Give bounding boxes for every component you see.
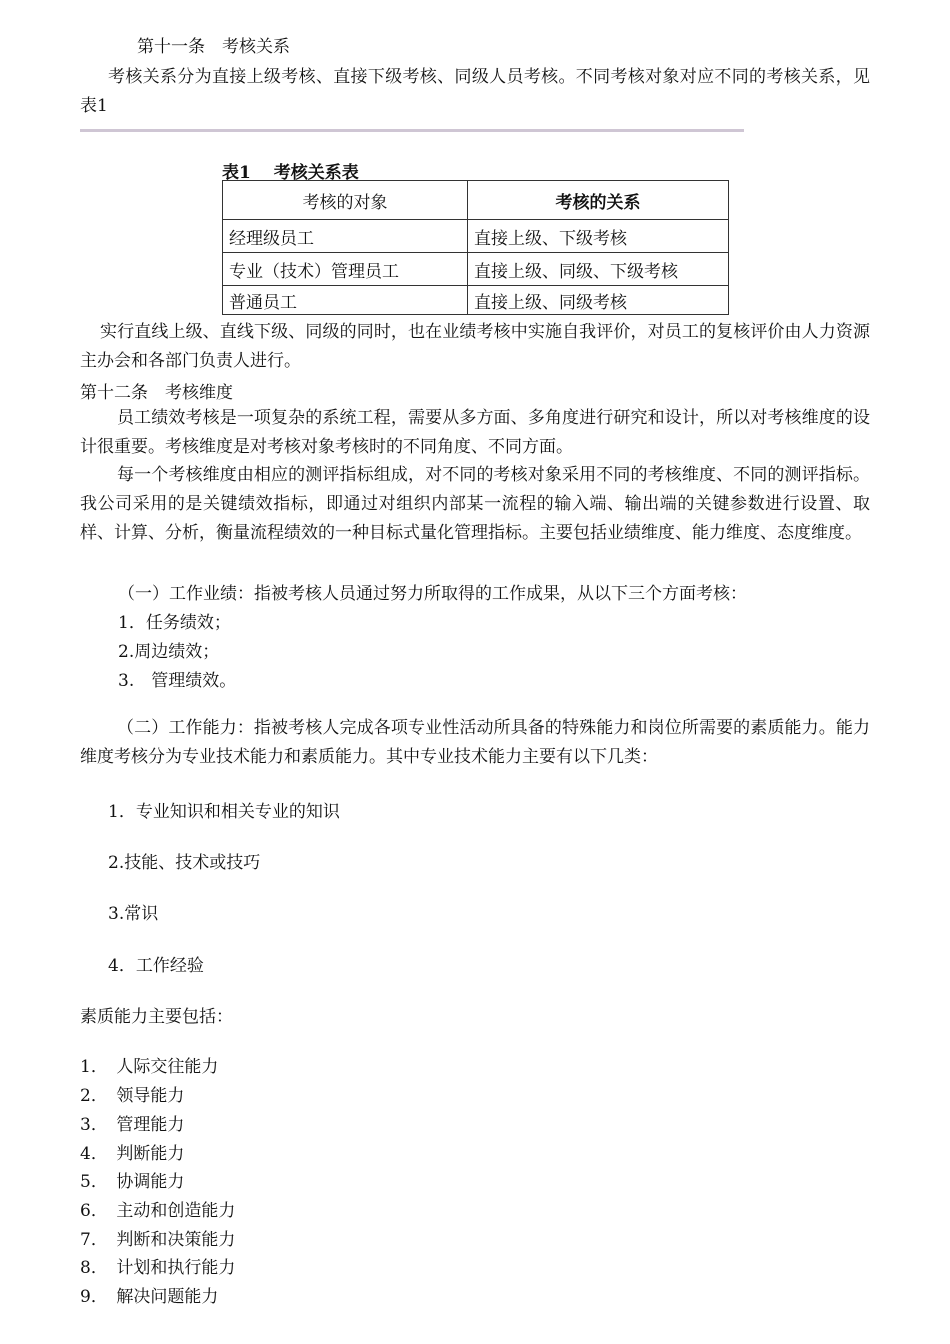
ability-intro: （二）工作能力：指被考核人完成各项专业性活动所具备的特殊能力和岗位所需要的素质能力。能力维度考核分为专业技术能力和素质能力。其中专业技术能力主要有以下几类： [80, 718, 870, 767]
cell-object: 经理级员工 [223, 220, 468, 253]
list-item: 9． 解决问题能力 [80, 1287, 219, 1307]
cell-relation: 直接上级、同级考核 [468, 286, 729, 315]
cell-relation: 直接上级、下级考核 [468, 220, 729, 253]
article-12-heading: 第十二条 考核维度 [80, 383, 233, 403]
header-object: 考核的对象 [223, 181, 468, 220]
list-item: 1． 人际交往能力 [80, 1057, 219, 1077]
list-item: 3.常识 [108, 904, 159, 924]
list-item: 7． 判断和决策能力 [80, 1230, 236, 1250]
list-item: 2.周边绩效； [118, 642, 220, 662]
list-item: 5． 协调能力 [80, 1172, 185, 1192]
table-row [223, 253, 729, 286]
list-item: 2.技能、技术或技巧 [108, 853, 261, 873]
table-row [223, 286, 729, 315]
cell-object: 普通员工 [223, 286, 468, 315]
list-item: 2． 领导能力 [80, 1086, 185, 1106]
table-caption: 表1 考核关系表 [222, 163, 359, 183]
list-item: 4．工作经验 [108, 956, 204, 976]
table-header-row [223, 181, 729, 220]
article-12-paragraph-2: 每一个考核维度由相应的测评指标组成，对不同的考核对象采用不同的考核维度、不同的测评指标。我公司采用的是关键绩效指标，即通过对组织内部某一流程的输入端、输出端的关键参数进行设置、取样、计算、分析，衡量流程绩效的一种目标式量化管理指标。主要包括业绩维度、能力维度、态度维度。 [80, 465, 870, 543]
list-item: 4． 判断能力 [80, 1144, 185, 1164]
divider [80, 129, 744, 132]
performance-intro: （一）工作业绩：指被考核人员通过努力所取得的工作成果，从以下三个方面考核： [118, 584, 747, 604]
cell-relation: 直接上级、同级、下级考核 [468, 253, 729, 286]
article-11-paragraph: 考核关系分为直接上级考核、直接下级考核、同级人员考核。不同考核对象对应不同的考核关系，见表1 [80, 67, 870, 116]
after-table-paragraph: 实行直线上级、直线下级、同级的同时，也在业绩考核中实施自我评价，对员工的复核评价由人力资源主办会和各部门负责人进行。 [80, 322, 870, 371]
list-item: 3. 管理绩效。 [118, 671, 237, 691]
quality-intro: 素质能力主要包括： [80, 1007, 233, 1027]
relationship-table [222, 180, 729, 315]
table-row [223, 220, 729, 253]
article-12-paragraph-1: 员工绩效考核是一项复杂的系统工程，需要从多方面、多角度进行研究和设计，所以对考核维度的设计很重要。考核维度是对考核对象考核时的不同角度、不同方面。 [80, 408, 870, 457]
header-relation: 考核的关系 [468, 181, 729, 220]
list-item: 1．任务绩效； [118, 613, 231, 633]
list-item: 8． 计划和执行能力 [80, 1258, 236, 1278]
cell-object: 专业（技术）管理员工 [223, 253, 468, 286]
list-item: 3． 管理能力 [80, 1115, 185, 1135]
list-item: 1．专业知识和相关专业的知识 [108, 802, 340, 822]
article-11-heading: 第十一条 考核关系 [137, 37, 290, 57]
list-item: 6． 主动和创造能力 [80, 1201, 236, 1221]
